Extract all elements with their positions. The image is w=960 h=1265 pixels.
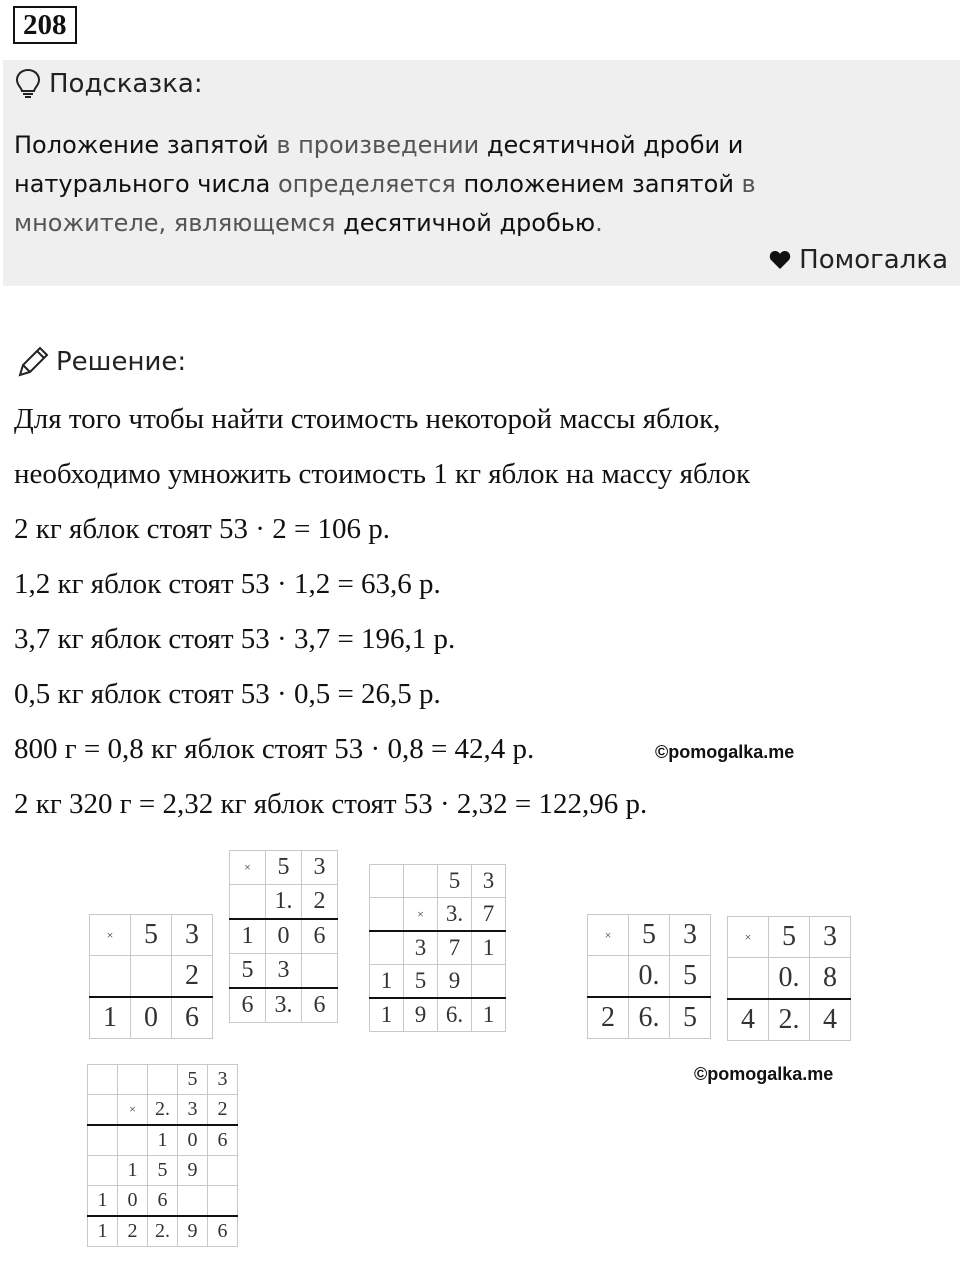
hint-emphasis: Положение запятой <box>14 131 269 159</box>
calc-cell: 4 <box>728 999 769 1041</box>
hint-emphasis: десятичной дроби и натурального числа <box>14 131 744 198</box>
calc-cell: 3 <box>172 915 213 956</box>
calc-cell: × <box>728 917 769 958</box>
calc-row <box>88 1186 238 1217</box>
hint-emphasis: десятичной дробью <box>343 209 596 237</box>
calc-cell: × <box>230 851 266 885</box>
calc-cell <box>370 865 404 898</box>
calc-row <box>88 1156 238 1186</box>
calc-cell: 4 <box>810 999 851 1041</box>
calc-cell: 5 <box>131 915 172 956</box>
calc-cell: 2 <box>118 1216 148 1247</box>
calc-cell: 5 <box>670 956 711 998</box>
calc-cell: 1 <box>148 1125 178 1156</box>
solution-line: 3,7 кг яблок стоят 53 · 3,7 = 196,1 р. <box>14 623 456 655</box>
heart-icon <box>769 250 791 270</box>
calc-cell <box>404 865 438 898</box>
calc-row <box>370 898 506 932</box>
calc-cell: 6 <box>302 919 338 954</box>
calc-cell <box>208 1156 238 1186</box>
pencil-icon <box>16 345 50 379</box>
calc-cell: 2 <box>208 1095 238 1126</box>
hint-text-segment: определяется <box>270 170 464 198</box>
calc-row <box>230 954 338 989</box>
hint-title-text: Подсказка: <box>49 69 203 99</box>
calc-cell: 6 <box>208 1216 238 1247</box>
calc-cell: 6 <box>148 1186 178 1217</box>
calc-cell: 1 <box>118 1156 148 1186</box>
calc-cell: 3. <box>438 898 472 932</box>
calc-row <box>90 997 213 1039</box>
calc-row <box>90 956 213 998</box>
calc-cell: 3 <box>810 917 851 958</box>
calc-cell: 6. <box>438 998 472 1032</box>
calc-cell <box>148 1065 178 1095</box>
calc-row <box>728 999 851 1041</box>
calc-cell: 3. <box>266 988 302 1023</box>
calc-cell: 2 <box>172 956 213 998</box>
calc-row <box>728 917 851 958</box>
calc-cell: 3 <box>670 915 711 956</box>
calc-row <box>230 919 338 954</box>
calc-cell: 6 <box>208 1125 238 1156</box>
lightbulb-icon <box>15 68 41 100</box>
calc-cell <box>370 898 404 932</box>
brand-label: Помогалка <box>799 245 948 275</box>
calc-row <box>230 988 338 1023</box>
calc-cell <box>88 1125 118 1156</box>
calc-row <box>88 1065 238 1095</box>
calc-cell: 1 <box>472 931 506 965</box>
calc-cell: 5 <box>670 997 711 1039</box>
calc-cell: 0 <box>266 919 302 954</box>
solution-title <box>16 345 186 379</box>
calc-cell: 5 <box>769 917 810 958</box>
calc-row <box>370 865 506 898</box>
calc-1-2kg <box>229 850 338 1023</box>
calc-3-7kg <box>369 864 506 1032</box>
calc-cell: 2 <box>588 997 629 1039</box>
calc-cell: 6. <box>629 997 670 1039</box>
calc-cell <box>370 931 404 965</box>
solution-line: необходимо умножить стоимость 1 кг яблок на массу яблок <box>14 458 751 490</box>
calc-cell: 8 <box>810 958 851 1000</box>
calc-row <box>370 931 506 965</box>
calc-cell: 5 <box>266 851 302 885</box>
calc-cell: × <box>404 898 438 932</box>
calc-row <box>230 851 338 885</box>
calc-row <box>230 885 338 920</box>
calc-cell <box>472 965 506 999</box>
calc-cell: 3 <box>266 954 302 989</box>
calc-cell: 9 <box>178 1156 208 1186</box>
solution-line: Для того чтобы найти стоимость некоторой массы яблок, <box>14 403 721 435</box>
calc-cell: 1. <box>266 885 302 920</box>
solution-line: 2 кг 320 г = 2,32 кг яблок стоят 53 · 2,32 = 122,96 р. <box>14 788 648 820</box>
solution-line: 0,5 кг яблок стоят 53 · 0,5 = 26,5 р. <box>14 678 441 710</box>
calc-cell: × <box>118 1095 148 1126</box>
calc-row <box>88 1216 238 1247</box>
calc-cell: 2. <box>148 1095 178 1126</box>
watermark: ©pomogalka.me <box>655 742 795 762</box>
calc-row <box>90 915 213 956</box>
calc-cell <box>588 956 629 998</box>
calc-cell: 3 <box>208 1065 238 1095</box>
calc-cell <box>728 958 769 1000</box>
calc-cell: 3 <box>404 931 438 965</box>
calc-cell: 1 <box>88 1216 118 1247</box>
calc-row <box>588 915 711 956</box>
calc-row <box>728 958 851 1000</box>
calc-0-5kg <box>587 914 711 1039</box>
calc-cell: 1 <box>230 919 266 954</box>
calc-row <box>588 956 711 998</box>
calc-cell: 2 <box>302 885 338 920</box>
calc-cell: 0. <box>629 956 670 998</box>
calc-cell: × <box>588 915 629 956</box>
solution-line: 800 г = 0,8 кг яблок стоят 53 · 0,8 = 42,4 р. <box>14 733 535 765</box>
exercise-number: 208 <box>13 6 77 44</box>
calc-cell <box>208 1186 238 1217</box>
calc-cell: 7 <box>472 898 506 932</box>
calc-cell: 5 <box>148 1156 178 1186</box>
calc-cell <box>131 956 172 998</box>
calc-cell <box>302 954 338 989</box>
hint-title <box>15 68 203 100</box>
calc-cell: 6 <box>302 988 338 1023</box>
calc-cell: 9 <box>438 965 472 999</box>
calc-cell: 1 <box>370 998 404 1032</box>
calc-cell: 3 <box>472 865 506 898</box>
calc-2-32kg <box>87 1064 238 1247</box>
calc-2kg <box>89 914 213 1039</box>
calc-cell: 0 <box>178 1125 208 1156</box>
calc-cell: 1 <box>472 998 506 1032</box>
solution-title-text: Решение: <box>56 347 187 377</box>
calc-cell <box>88 1095 118 1126</box>
calc-cell: 0. <box>769 958 810 1000</box>
calc-cell: 6 <box>172 997 213 1039</box>
calc-cell: 7 <box>438 931 472 965</box>
calc-cell: 9 <box>404 998 438 1032</box>
watermark: ©pomogalka.me <box>694 1064 834 1084</box>
calc-cell: 5 <box>178 1065 208 1095</box>
calc-cell: 9 <box>178 1216 208 1247</box>
hint-text <box>14 126 914 243</box>
calc-cell <box>88 1156 118 1186</box>
calc-cell: 5 <box>404 965 438 999</box>
calc-cell: 5 <box>230 954 266 989</box>
calc-cell: 3 <box>178 1095 208 1126</box>
calc-cell: 5 <box>629 915 670 956</box>
hint-emphasis: положением запятой <box>463 170 734 198</box>
calc-cell: 5 <box>438 865 472 898</box>
calc-cell <box>230 885 266 920</box>
calc-cell: 1 <box>90 997 131 1039</box>
calc-cell <box>118 1125 148 1156</box>
hint-text-segment: . <box>595 209 603 237</box>
calc-row <box>588 997 711 1039</box>
calc-cell: 1 <box>370 965 404 999</box>
calc-0-8kg <box>727 916 851 1041</box>
calc-cell: 0 <box>118 1186 148 1217</box>
solution-line: 2 кг яблок стоят 53 · 2 = 106 р. <box>14 513 391 545</box>
calc-cell <box>178 1186 208 1217</box>
calc-cell: 2. <box>148 1216 178 1247</box>
solution-line: 1,2 кг яблок стоят 53 · 1,2 = 63,6 р. <box>14 568 441 600</box>
calc-cell: 6 <box>230 988 266 1023</box>
hint-text-segment: в множителе, являющемся <box>14 170 756 237</box>
calc-cell <box>88 1065 118 1095</box>
calc-row <box>370 998 506 1032</box>
hint-text-segment: в произведении <box>268 131 487 159</box>
calc-cell: × <box>90 915 131 956</box>
calc-cell: 1 <box>88 1186 118 1217</box>
calc-row <box>88 1095 238 1126</box>
calc-cell <box>90 956 131 998</box>
calc-cell: 2. <box>769 999 810 1041</box>
brand <box>769 245 948 275</box>
calc-row <box>370 965 506 999</box>
calc-cell: 0 <box>131 997 172 1039</box>
calc-cell <box>118 1065 148 1095</box>
calc-row <box>88 1125 238 1156</box>
calc-cell: 3 <box>302 851 338 885</box>
